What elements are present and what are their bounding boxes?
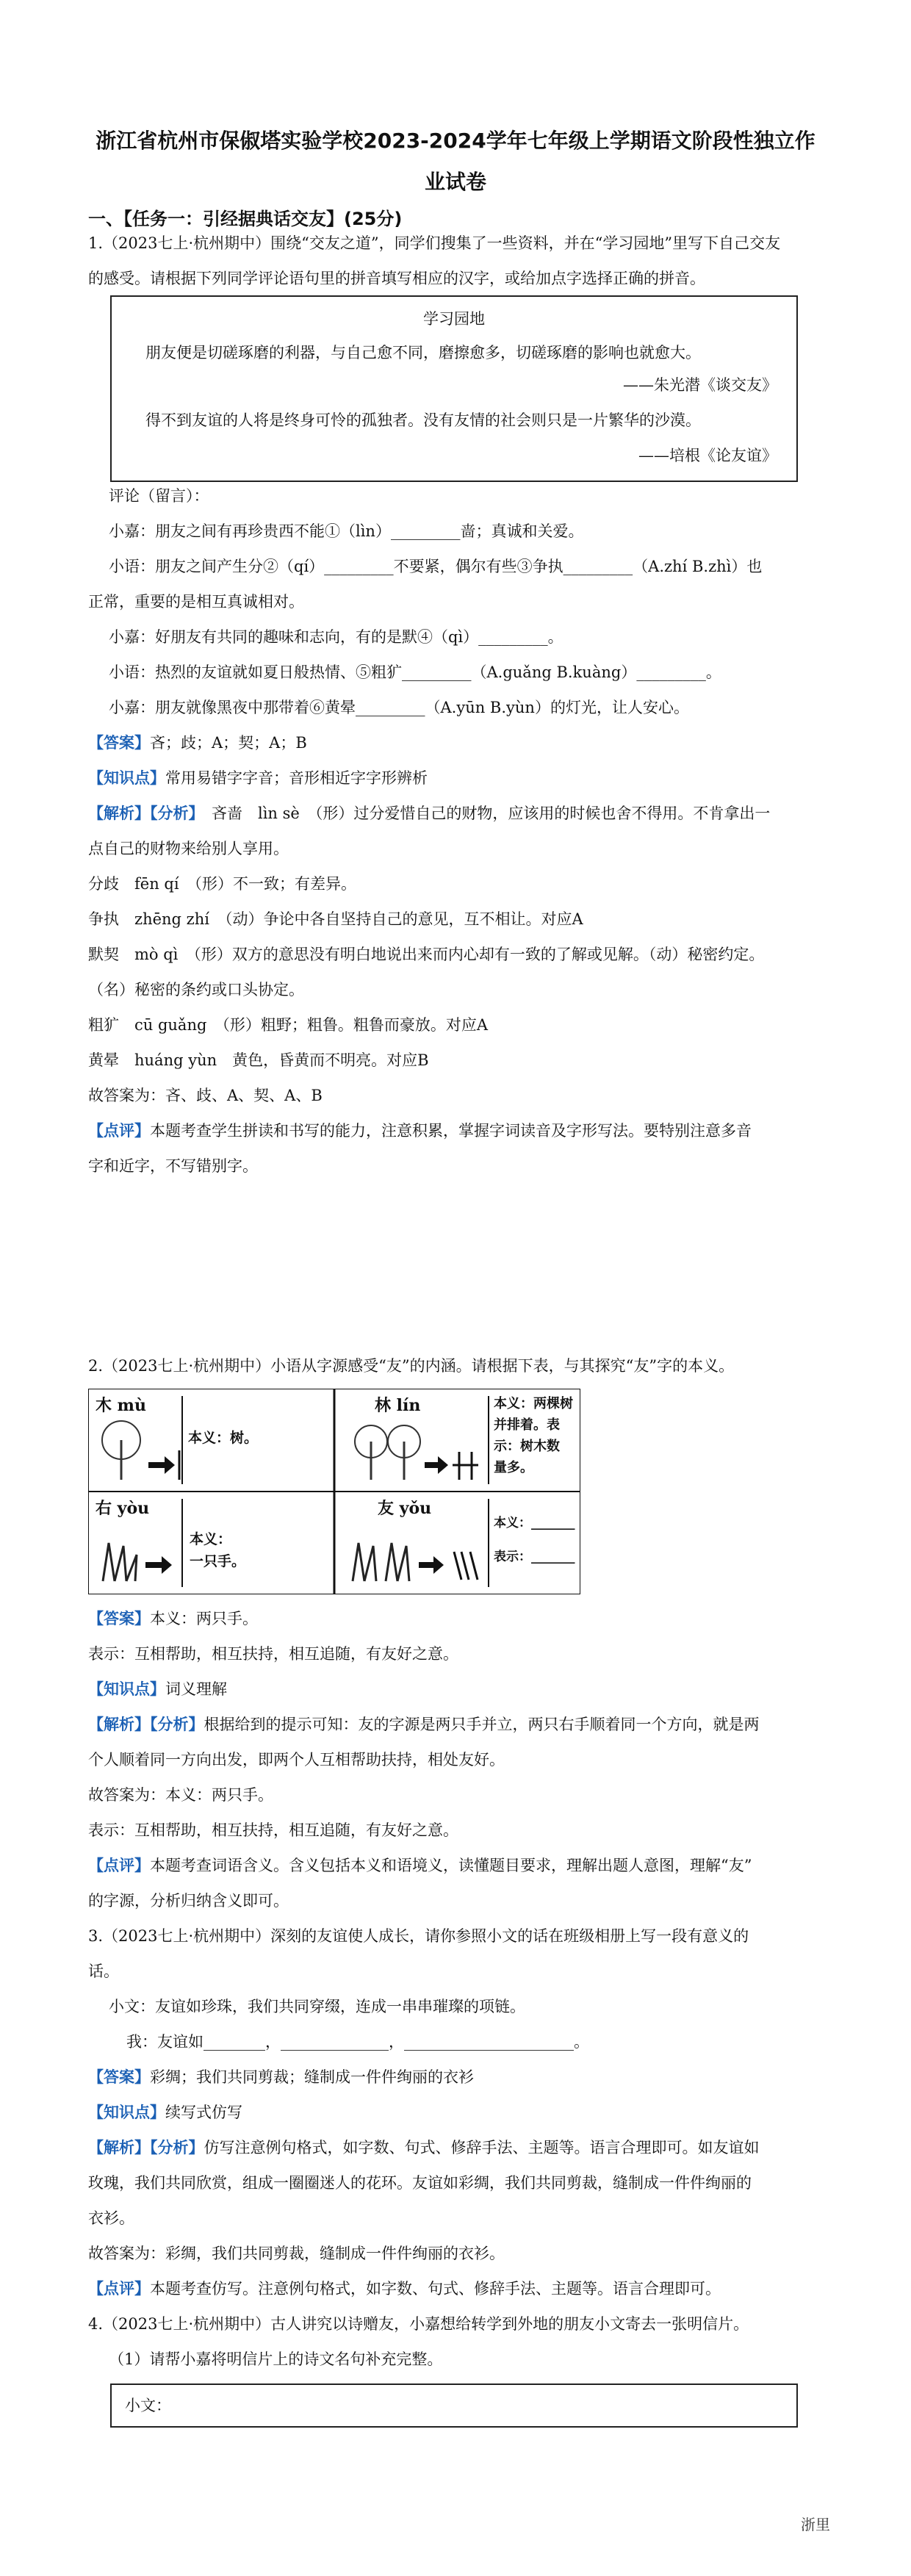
q1-analysis-8: 黄晕 huáng yùn 黄色，昏黄而不明亮。对应B [88, 1051, 429, 1069]
section-tag: 【点评】 [88, 1856, 150, 1874]
q1-answer: 【答案】吝；歧；A；契；A；B [88, 733, 307, 752]
comment-2a: 小语：朋友之间产生分②（qí）_________不要紧，偶尔有些③争执_________（A.zhí B.zhì）也 [109, 558, 763, 575]
exam-title-line2: 业试卷 [424, 170, 486, 194]
q3-example: 小文：友谊如珍珠，我们共同穿缀，连成一串串璀璨的项链。 [109, 1998, 525, 2015]
section-tag: 【答案】 [88, 2068, 150, 2086]
arrow-icon [145, 1556, 172, 1574]
cell-mu-meaning: 本义：树。 [188, 1430, 259, 1446]
q1-analysis-6: （名）秘密的条约或口头协定。 [88, 981, 304, 999]
q1-analysis-9: 故答案为：吝、歧、A、契、A、B [88, 1087, 323, 1104]
cell-lin-meaning-3: 示：树木数 [494, 1439, 560, 1454]
page-footer: 浙里 [801, 2516, 830, 2533]
q3-analysis-4: 故答案为：彩绸，我们共同剪裁，缝制成一件件绚丽的衣衫。 [88, 2245, 505, 2262]
cell-lin-meaning-1: 本义：两棵树 [494, 1396, 573, 1411]
quote-zhu-guangqian: 朋友便是切磋琢磨的利器，与自己愈不同，磨擦愈多，切磋琢磨的影响也就愈大。 [145, 344, 701, 361]
two-hands-icon [353, 1543, 409, 1581]
comment-2b: 正常，重要的是相互真诚相对。 [88, 593, 304, 611]
q3-comment: 【点评】本题考查仿写。注意例句格式，如字数、句式、修辞手法、主题等。语言合理即可。 [88, 2279, 721, 2298]
q3-analysis-2: 玫瑰，我们共同欣赏，组成一圈圈迷人的花环。友谊如彩绸，我们共同剪裁，缝制成一件件绚丽的 [88, 2174, 752, 2192]
exam-title-line1: 浙江省杭州市保俶塔实验学校2023-2024学年七年级上学期语文阶段性独立作 [96, 129, 815, 153]
cell-you-right-meaning-1: 本义： [190, 1531, 232, 1547]
section-tag: 【解析】【分析】 [88, 2138, 204, 2156]
q2-answer: 【答案】本义：两只手。 [88, 1609, 258, 1627]
q2-analysis-2: 个人顺着同一方向出发，即两个人互相帮助扶持，相处友好。 [88, 1751, 505, 1769]
q2-analysis-3: 故答案为：本义：两只手。 [88, 1786, 273, 1804]
q2-comment-1: 【点评】本题考查词语含义。含义包括本义和语境义，读懂题目要求，理解出题人意图，理解“友” [88, 1856, 752, 1874]
section-tag: 【知识点】 [88, 2103, 165, 2121]
q1-comment-1: 【点评】本题考查学生拼读和书写的能力，注意积累，掌握字词读音及字形写法。要特别注意多音 [88, 1121, 752, 1140]
cell-you-right-meaning-2: 一只手。 [190, 1553, 246, 1569]
section-tag: 【知识点】 [88, 769, 165, 787]
q2-answer-2: 表示：互相帮助，相互扶持，相互追随，有友好之意。 [88, 1645, 458, 1663]
character-origin-table [88, 1389, 580, 1594]
q4-sub-question: （1）请帮小嘉将明信片上的诗文名句补充完整。 [109, 2350, 443, 2368]
q1-analysis-7: 粗犷 cū guǎng （形）粗野；粗鲁。粗鲁而豪放。对应A [88, 1016, 489, 1034]
postcard-box [110, 2383, 798, 2428]
section-tag: 【答案】 [88, 733, 150, 752]
study-corner-title: 学习园地 [423, 310, 485, 328]
q1-stem-line1: 1.（2023七上·杭州期中）围绕“交友之道”，同学们搜集了一些资料，并在“学习园地”里写下自己交友 [88, 234, 781, 252]
q2-comment-2: 的字源，分析归纳含义即可。 [88, 1892, 289, 1910]
q2-knowledge-point: 【知识点】词义理解 [88, 1680, 227, 1698]
tree-icon [102, 1421, 140, 1480]
two-trees-icon [355, 1425, 420, 1480]
q2-analysis-1: 【解析】【分析】根据给到的提示可知：友的字源是两只手并立，两只右手顺着同一个方向，就是两 [88, 1715, 760, 1733]
ancient-glyph-lin [453, 1452, 478, 1480]
q3-fill-blank: 我：友谊如________，______________，______________________。 [126, 2033, 589, 2051]
q2-analysis-4: 表示：互相帮助，相互扶持，相互追随，有友好之意。 [88, 1821, 458, 1839]
cell-you-label: 友 yǒu [378, 1499, 432, 1518]
ancient-glyph-you [454, 1552, 478, 1580]
cell-lin-label: 林 lín [375, 1396, 421, 1415]
q4-stem: 4.（2023七上·杭州期中）古人讲究以诗赠友，小嘉想给转学到外地的朋友小文寄去一张明信片。 [88, 2315, 749, 2333]
quote-bacon: 得不到友谊的人将是终身可怜的孤独者。没有友情的社会则只是一片繁华的沙漠。 [145, 411, 701, 429]
quote-source-2: ——培根《论友谊》 [638, 447, 777, 464]
q1-knowledge-point: 【知识点】常用易错字字音；音形相近字字形辨析 [88, 769, 428, 787]
q3-analysis-3: 衣衫。 [88, 2209, 134, 2227]
q3-knowledge-point: 【知识点】续写式仿写 [88, 2103, 242, 2121]
q3-analysis-1: 【解析】【分析】仿写注意例句格式，如字数、句式、修辞手法、主题等。语言合理即可。如友谊如 [88, 2138, 760, 2156]
quote-source-1: ——朱光潜《谈交友》 [623, 376, 777, 394]
right-hand-icon [103, 1543, 137, 1581]
cell-you-meaning-blank: 本义：_______ [494, 1516, 575, 1530]
cell-mu-label: 木 mù [96, 1396, 146, 1415]
comment-label: 评论（留言）： [109, 487, 209, 505]
comment-3: 小嘉：好朋友有共同的趣味和志向，有的是默④（qì）_________。 [109, 628, 563, 646]
cell-you-express-blank: 表示：_______ [494, 1550, 575, 1564]
comment-5: 小嘉：朋友就像黑夜中那带着⑥黄晕_________（A.yūn B.yùn）的灯光，让人安心。 [109, 699, 689, 716]
cell-lin-meaning-4: 量多。 [494, 1460, 533, 1475]
q3-answer: 【答案】彩绸；我们共同剪裁；缝制成一件件绚丽的衣衫 [88, 2068, 474, 2086]
section-tag: 【知识点】 [88, 1680, 165, 1698]
q1-analysis-1: 【解析】【分析】 吝啬 lìn sè （形）过分爱惜自己的财物，应该用的时候也舍不得用。不肯拿出一 [88, 804, 771, 822]
q1-analysis-3: 分歧 fēn qí （形）不一致；有差异。 [88, 875, 357, 893]
section-heading: 一、【任务一：引经据典话交友】(25分) [88, 209, 403, 229]
cell-lin-meaning [494, 1393, 573, 1478]
postcard-greeting: 小文： [125, 2397, 171, 2414]
comment-4: 小语：热烈的友谊就如夏日般热情、⑤粗犷_________（A.guǎng B.kuàng）_________。 [109, 663, 721, 681]
q1-analysis-4: 争执 zhēng zhí （动）争论中各自坚持自己的意见，互不相让。对应A [88, 910, 583, 928]
section-tag: 【解析】【分析】 [88, 1715, 204, 1733]
arrow-icon [425, 1456, 448, 1474]
cell-you-right-meaning [190, 1528, 245, 1572]
section-tag: 【点评】 [88, 2279, 150, 2298]
section-tag: 【解析】【分析】 [88, 804, 196, 822]
study-corner-box [110, 295, 798, 482]
section-tag: 【答案】 [88, 1609, 150, 1627]
arrow-icon [148, 1456, 175, 1474]
cell-lin-meaning-2: 并排着。表 [494, 1417, 560, 1433]
arrow-icon [419, 1556, 444, 1574]
q1-analysis-2: 点自己的财物来给别人享用。 [88, 840, 289, 857]
cell-you-right-label: 右 yòu [96, 1499, 150, 1518]
comment-1: 小嘉：朋友之间有再珍贵西不能①（lìn）_________啬；真诚和关爱。 [109, 522, 584, 540]
section-tag: 【点评】 [88, 1121, 150, 1140]
q1-analysis-5: 默契 mò qì （形）双方的意思没有明白地说出来而内心却有一致的了解或见解。（动）秘密约定。 [88, 946, 765, 963]
q3-stem-2: 话。 [88, 1962, 119, 1980]
q1-stem-line2: 的感受。请根据下列同学评论语句里的拼音填写相应的汉字，或给加点字选择正确的拼音。 [88, 270, 705, 287]
q1-comment-2: 字和近字，不写错别字。 [88, 1157, 258, 1175]
q3-stem-1: 3.（2023七上·杭州期中）深刻的友谊使人成长，请你参照小文的话在班级相册上写一段有意义的 [88, 1927, 749, 1945]
q2-stem: 2.（2023七上·杭州期中）小语从字源感受“友”的内涵。请根据下表，与其探究“友”字的本义。 [88, 1357, 735, 1375]
